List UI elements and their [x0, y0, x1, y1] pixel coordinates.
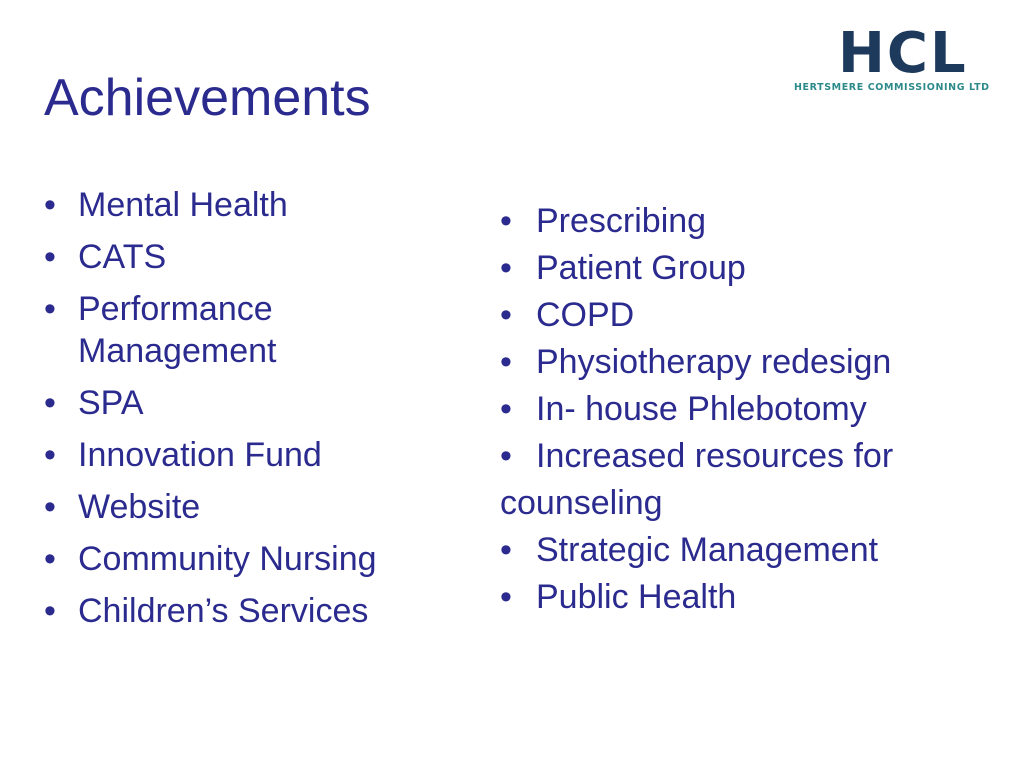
list-item-label: Physiotherapy redesign	[536, 343, 892, 381]
list-item	[500, 527, 1010, 574]
list-item-label: Performance Management	[78, 290, 277, 370]
list-item	[500, 292, 1010, 339]
list-item	[44, 236, 464, 278]
list-item-label: counseling	[500, 484, 663, 522]
bullet-marker: •	[500, 437, 512, 475]
bullet-marker: •	[500, 202, 512, 240]
list-item	[500, 339, 1010, 386]
bullet-marker: •	[500, 390, 512, 428]
list-item	[44, 486, 464, 528]
list-item-label: COPD	[536, 296, 635, 334]
list-item	[500, 433, 1010, 480]
list-item	[500, 198, 1010, 245]
list-item-label: Mental Health	[78, 186, 288, 224]
logo-mark: HCL	[838, 21, 968, 86]
list-item	[44, 184, 464, 226]
list-item	[44, 288, 464, 372]
hcl-logo	[790, 21, 1004, 98]
left-bullet-list	[44, 184, 464, 642]
list-item-label: Public Health	[536, 578, 737, 616]
right-bullet-list	[500, 198, 1010, 621]
bullet-marker: •	[500, 531, 512, 569]
list-item-label: In- house Phlebotomy	[536, 390, 867, 428]
list-item-label: Innovation Fund	[78, 436, 322, 474]
list-item	[44, 538, 464, 580]
list-item	[500, 386, 1010, 433]
list-item	[44, 382, 464, 424]
list-item-label: Prescribing	[536, 202, 707, 240]
list-item-label: SPA	[78, 384, 144, 422]
list-item	[500, 574, 1010, 621]
bullet-marker: •	[500, 578, 512, 616]
list-item-label: Website	[78, 488, 201, 526]
bullet-marker: •	[500, 249, 512, 287]
bullet-marker: •	[500, 343, 512, 381]
list-item-label: Children’s Services	[78, 592, 369, 630]
list-item	[44, 434, 464, 476]
slide-title: Achievements	[44, 69, 371, 127]
list-item-label: Patient Group	[536, 249, 746, 287]
list-item-label: Community Nursing	[78, 540, 377, 578]
list-item-label: Increased resources for	[536, 437, 894, 475]
list-item	[44, 590, 464, 632]
list-item-label: CATS	[78, 238, 167, 276]
logo-subtitle: HERTSMERE COMMISSIONING LTD	[794, 82, 990, 93]
list-item-label: Strategic Management	[536, 531, 879, 569]
list-item	[500, 245, 1010, 292]
bullet-marker: •	[500, 296, 512, 334]
list-item-continuation	[500, 480, 1010, 527]
